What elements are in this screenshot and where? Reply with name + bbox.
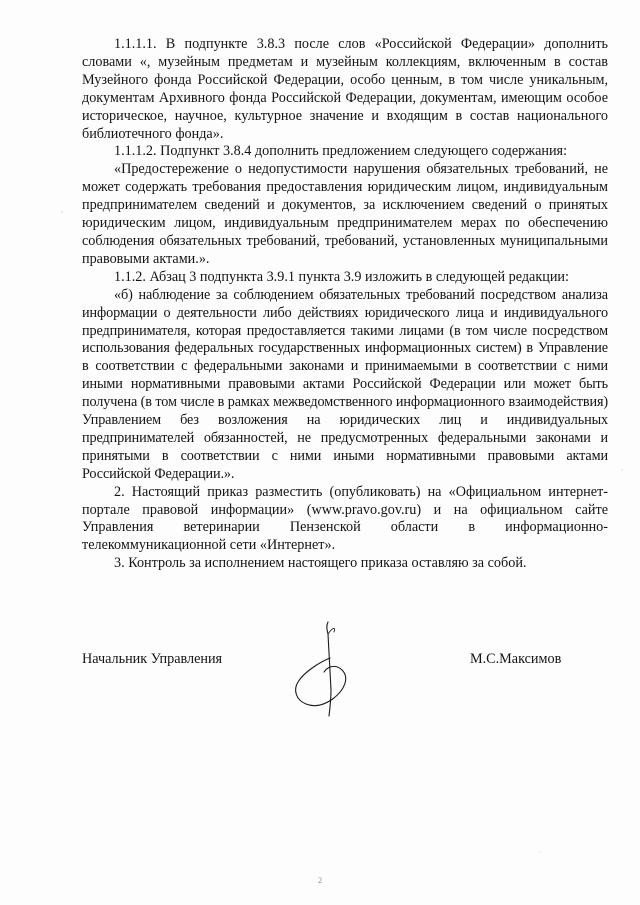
handwritten-signature [290,620,360,720]
paragraph-warning-quote: «Предостережение о недопустимости нарушения обязательных требований, не может содержать требования предоставления юридическим лицом, индивидуальным предпринимателем сведений и документов, за исключением сведений о принятых юридическим лицом, индивидуальным предпринимателем мерах по обеспечению соблюдения обязательных требований, требований, установленных муниципальными правовыми актами.». [82,161,608,267]
signer-position: Начальник Управления [82,651,223,667]
page-number: 2 [318,876,322,885]
paragraph-1-1-2: 1.1.2. Абзац 3 подпункта 3.9.1 пункта 3.9 изложить в следующей редакции: [114,268,569,285]
paragraph-2-publication: 2. Настоящий приказ разместить (опубликовать) на «Официальном интернет-портале правовой информации» (www.pravo.gov.ru) и на официальном сайте Управления ветеринарии Пензенской области в информационно-телекоммуникационной сети «Интернет». [82,483,608,554]
paragraph-observation-quote: «б) наблюдение за соблюдением обязательных требований посредством анализа информации о деятельности либо действиях юридического лица и индивидуального предпринимателя, которая предоставляется такими лицами (в том числе посредством использования федеральных государственных информационных систем) в Управление в соответствии с федеральными законами и принимаемыми в соответствии с ними иными нормативными правовыми актами Российской Федерации или может быть получена (в том числе в рамках межведомственного информационного взаимодействия) Управлением без возложения на юридических лиц и индивидуальных предпринимателей обязанностей, не предусмотренных федеральными законами и принятыми в соответствии с ними иными нормативными правовыми актами Российской Федерации.». [82,286,608,482]
document-body [82,36,608,573]
paragraph-1-1-1-1: 1.1.1.1. В подпункте 3.8.3 после слов «Российской Федерации» дополнить словами «, музейным предметам и музейным коллекциям, включенным в состав Музейного фонда Российской Федерации, особо ценным, в том числе уникальным, документам Архивного фонда Российской Федерации, документам, имеющим особое историческое, научное, культурное значение и входящим в состав национального библиотечного фонда». [82,36,608,142]
paragraph-1-1-1-2: 1.1.1.2. Подпункт 3.8.4 дополнить предложением следующего содержания: [114,143,568,160]
signer-name: М.С.Максимов [470,651,562,667]
paragraph-3-control: 3. Контроль за исполнением настоящего приказа оставляю за собой. [114,555,527,572]
